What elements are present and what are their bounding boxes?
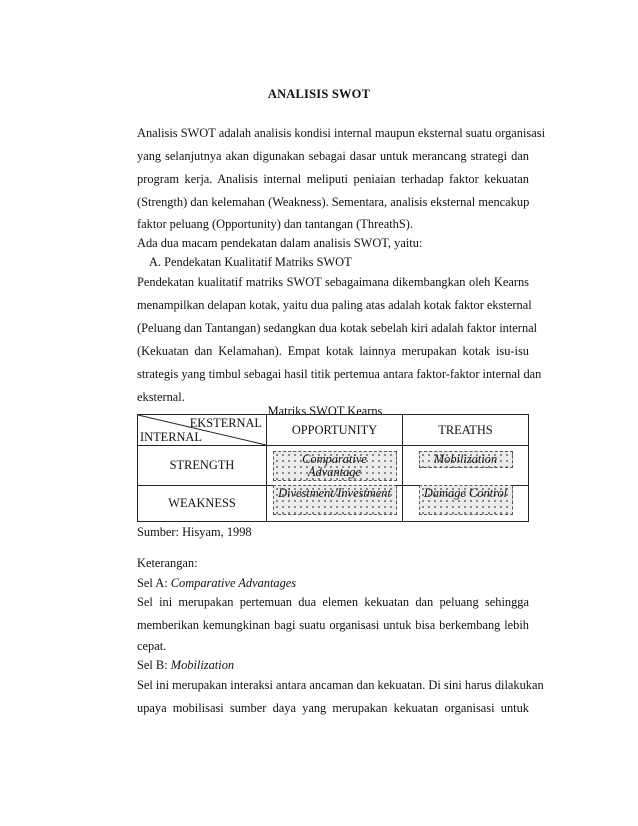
para2-line-6: eksternal. [137,390,185,404]
damage-control-box: Damage Control [419,485,513,515]
sel-b-line-1: Sel ini merupakan interaksi antara ancaman dan kekuatan. Di sini harus dilakukan [137,678,544,692]
mobilization-box: Mobilization [419,451,513,468]
para1-line-3: program kerja. Analisis internal meliputi peniaian terhadap faktor kekuatan [137,172,529,186]
row-strength: STRENGTH [138,446,267,486]
corner-cell [138,415,267,446]
corner-internal-label: INTERNAL [140,430,202,444]
header-opportunity: OPPORTUNITY [267,415,403,446]
sel-a-heading [137,575,529,591]
para1-line-4: (Strength) dan kelemahan (Weakness). Sementara, analisis eksternal mencakup [137,195,530,209]
para2-line-3: (Peluang dan Tantangan) sedangkan dua kotak sebelah kiri adalah faktor internal [137,321,538,335]
page-title: ANALISIS SWOT [267,87,371,101]
para1-line-5: faktor peluang (Opportunity) dan tantangan (ThreathS). [137,217,413,231]
comparative-line-1: Comparative [302,451,367,466]
sel-b-label: Sel B: [137,658,171,672]
sel-a-label: Sel A: [137,576,171,590]
corner-external-label: EKSTERNAL [189,416,262,430]
sel-b-heading [137,657,529,673]
cell-comparative-advantage [267,446,403,486]
list-item-a: A. Pendekatan Kualitatif Matriks SWOT [149,255,352,269]
para2-line-5: strategis yang timbul sebagai hasil titik pertemua antara faktor-faktor internal dan [137,367,542,381]
sel-a-line-1: Sel ini merupakan pertemuan dua elemen kekuatan dan peluang sehingga [137,595,529,609]
sel-b-line-2: upaya mobilisasi sumber daya yang merupakan kekuatan organisasi untuk [137,701,529,715]
sel-a-line-2: memberikan kemungkinan bagi suatu organisasi untuk bisa berkembang lebih [137,618,529,632]
para2-line-4: (Kekuatan dan Kelamahan). Empat kotak lainnya merupakan kotak isu-isu [137,344,529,358]
para2-line-2: menampilkan delapan kotak, yaitu dua paling atas adalah kotak faktor eksternal [137,298,532,312]
sel-b-name: Mobilization [170,658,235,672]
cell-mobilization [403,446,529,486]
sel-a-name: Comparative Advantages [170,576,297,590]
sel-a-line-3: cepat. [137,639,167,653]
intro-line: Ada dua macam pendekatan dalam analisis SWOT, yaitu: [137,236,423,250]
header-threats: TREATHS [403,415,529,446]
cell-damage-control [403,486,529,522]
para1-line-2: yang selanjutnya akan digunakan sebagai dasar untuk merancang strategi dan [137,149,529,163]
comparative-box [273,451,397,481]
comparative-line-2: Advantage [308,464,361,479]
para1-line-1: Analisis SWOT adalah analisis kondisi internal maupun eksternal suatu organisasi [137,126,546,140]
keterangan-label: Keterangan: [137,556,198,570]
cell-divestment-investment [267,486,403,522]
divestment-box: Divestment/Investment [273,485,397,515]
table-caption: Matriks SWOT Kearns [267,404,383,418]
row-weakness: WEAKNESS [138,486,267,522]
source-line: Sumber: Hisyam, 1998 [137,525,252,539]
swot-matrix-table [137,414,529,522]
para2-line-1: Pendekatan kualitatif matriks SWOT sebagaimana dikembangkan oleh Kearns [137,275,529,289]
